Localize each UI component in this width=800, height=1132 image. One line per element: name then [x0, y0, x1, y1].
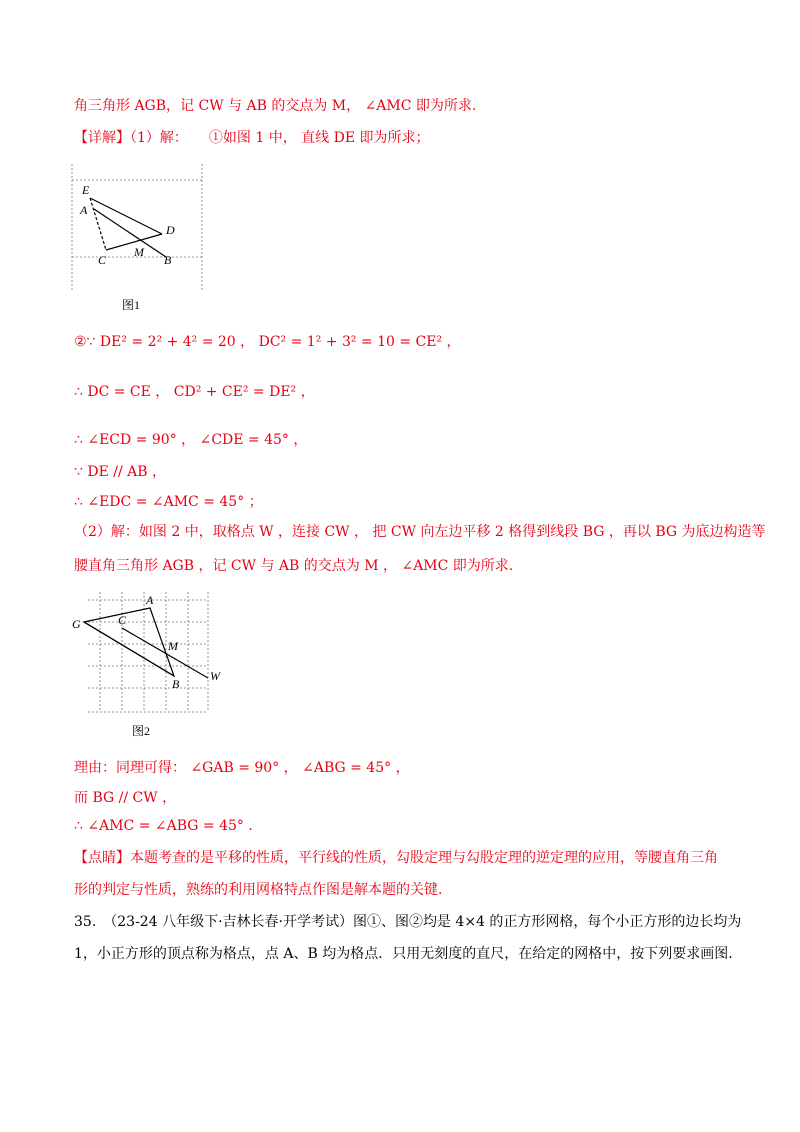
text-line-2: [74, 128, 430, 148]
figure-1: [70, 160, 210, 292]
text-line-1: 角三角形 AGB，记 CW 与 AB 的交点为 M， ∠AMC 即为所求.: [74, 98, 477, 114]
fig2-label-B: B: [172, 677, 180, 691]
detail-tag: 【详解】: [74, 130, 130, 146]
fig1-label-M: M: [134, 245, 144, 259]
figure-1-caption: 图1: [122, 298, 141, 312]
text-line-3: ②∵ DE² = 2² + 4² = 20 ， DC² = 1² + 3² = 10 = CE² ，: [74, 334, 461, 350]
fig1-label-D: D: [166, 223, 175, 237]
figure-2-caption: 图2: [132, 724, 151, 738]
question-35-line-2: 1，小正方形的顶点称为格点，点 A、B 均为格点．只用无刻度的直尺，在给定的网格中，按下列要求画图．: [74, 946, 743, 962]
text-line-11: 而 BG // CW ，: [74, 790, 177, 806]
text-line-4: ∴ DC = CE ， CD² + CE² = DE² ，: [74, 384, 315, 400]
fig2-label-G: G: [72, 617, 81, 631]
figure-2: [70, 588, 230, 718]
detail-text: （1）解： ①如图 1 中， 直线 DE 即为所求；: [130, 130, 430, 146]
fig1-label-A: A: [80, 203, 88, 217]
fig1-label-E: E: [82, 183, 90, 197]
text-line-8: （2）解：如图 2 中，取格点 W ，连接 CW ， 把 CW 向左边平移 2 格得到线段 BG ，再以 BG 为底边构造等: [74, 524, 766, 540]
text-line-6: ∵ DE // AB ，: [74, 464, 166, 480]
fig2-label-C: C: [118, 613, 127, 627]
note-text: 本题考查的是平移的性质，平行线的性质，勾股定理与勾股定理的逆定理的应用，等腰直角三角: [130, 850, 718, 866]
text-line-12: ∴ ∠AMC = ∠ABG = 45° .: [74, 818, 253, 834]
fig2-label-W: W: [210, 669, 220, 683]
text-line-14: 形的判定与性质，熟练的利用网格特点作图是解本题的关键.: [74, 882, 443, 898]
fig1-label-B: B: [164, 253, 172, 267]
question-35-line-1: 35. （23-24 八年级下·吉林长春·开学考试）图①、图②均是 4×4 的正方形网格，每个小正方形的边长均为: [74, 914, 742, 930]
text-line-9: 腰直角三角形 AGB ，记 CW 与 AB 的交点为 M ， ∠AMC 即为所求.: [74, 558, 514, 574]
text-line-7: ∴ ∠EDC = ∠AMC = 45° ；: [74, 494, 263, 510]
fig2-label-A: A: [146, 593, 154, 607]
text-line-5: ∴ ∠ECD = 90° ， ∠CDE = 45° ，: [74, 432, 308, 448]
note-tag: 【点睛】: [74, 850, 130, 866]
fig1-label-C: C: [98, 253, 107, 267]
fig2-label-M: M: [168, 639, 178, 653]
text-line-10: 理由：同理可得： ∠GAB = 90° ， ∠ABG = 45° ，: [74, 760, 410, 776]
text-line-13: [74, 848, 718, 868]
